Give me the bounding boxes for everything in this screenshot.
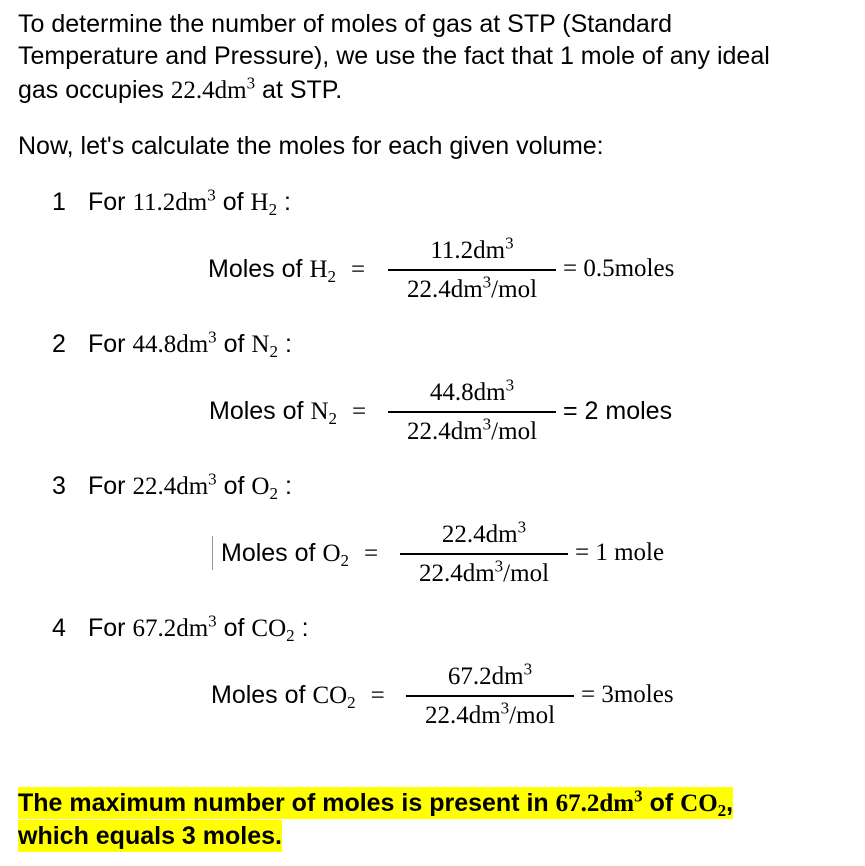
equation-lhs: Moles of $CO_2$ = bbox=[211, 681, 385, 713]
conclusion-line-2: which equals 3 moles. bbox=[18, 822, 282, 850]
fraction: $11.2dm^3$ $22.4dm^3$/mol bbox=[388, 234, 556, 307]
equation-result: = 2 moles bbox=[563, 397, 673, 425]
fraction: $67.2dm^3$ $22.4dm^3$/mol bbox=[406, 660, 574, 733]
step-heading: 1 For $11.2dm^3$ of $H_2$ : bbox=[52, 185, 291, 220]
intro-line-3: gas occupies $22.4dm^3$ at STP. bbox=[18, 73, 343, 104]
intro-line-1: To determine the number of moles of gas at STP (Standard bbox=[18, 10, 673, 38]
equation-result: = 0.5moles bbox=[563, 255, 675, 282]
equation-result: = 1 mole bbox=[575, 539, 665, 566]
step-heading: 4 For $67.2dm^3$ of $CO_2$ : bbox=[52, 611, 309, 646]
fraction: $44.8dm^3$ $22.4dm^3$/mol bbox=[388, 376, 556, 449]
equation-lhs: Moles of $O_2$ = bbox=[221, 539, 379, 571]
stp-volume: $22.4dm^3$ bbox=[170, 73, 256, 104]
equation-lhs: Moles of $H_2$ = bbox=[208, 255, 366, 287]
lead-text: Now, let's calculate the moles for each given volume: bbox=[18, 132, 604, 160]
equation-lhs: Moles of $N_2$ = bbox=[209, 397, 367, 429]
equation-result: = 3moles bbox=[581, 681, 674, 708]
step-heading: 2 For $44.8dm^3$ of $N_2$ : bbox=[52, 327, 292, 362]
conclusion-line-1: The maximum number of moles is present in $67.2dm^3$ of $CO_2$, bbox=[18, 786, 734, 821]
intro-line-2: Temperature and Pressure), we use the fact that 1 mole of any ideal bbox=[18, 42, 770, 70]
text-cursor bbox=[212, 536, 213, 570]
step-heading: 3 For $22.4dm^3$ of $O_2$ : bbox=[52, 469, 292, 504]
fraction: $22.4dm^3$ $22.4dm^3$/mol bbox=[400, 518, 568, 591]
